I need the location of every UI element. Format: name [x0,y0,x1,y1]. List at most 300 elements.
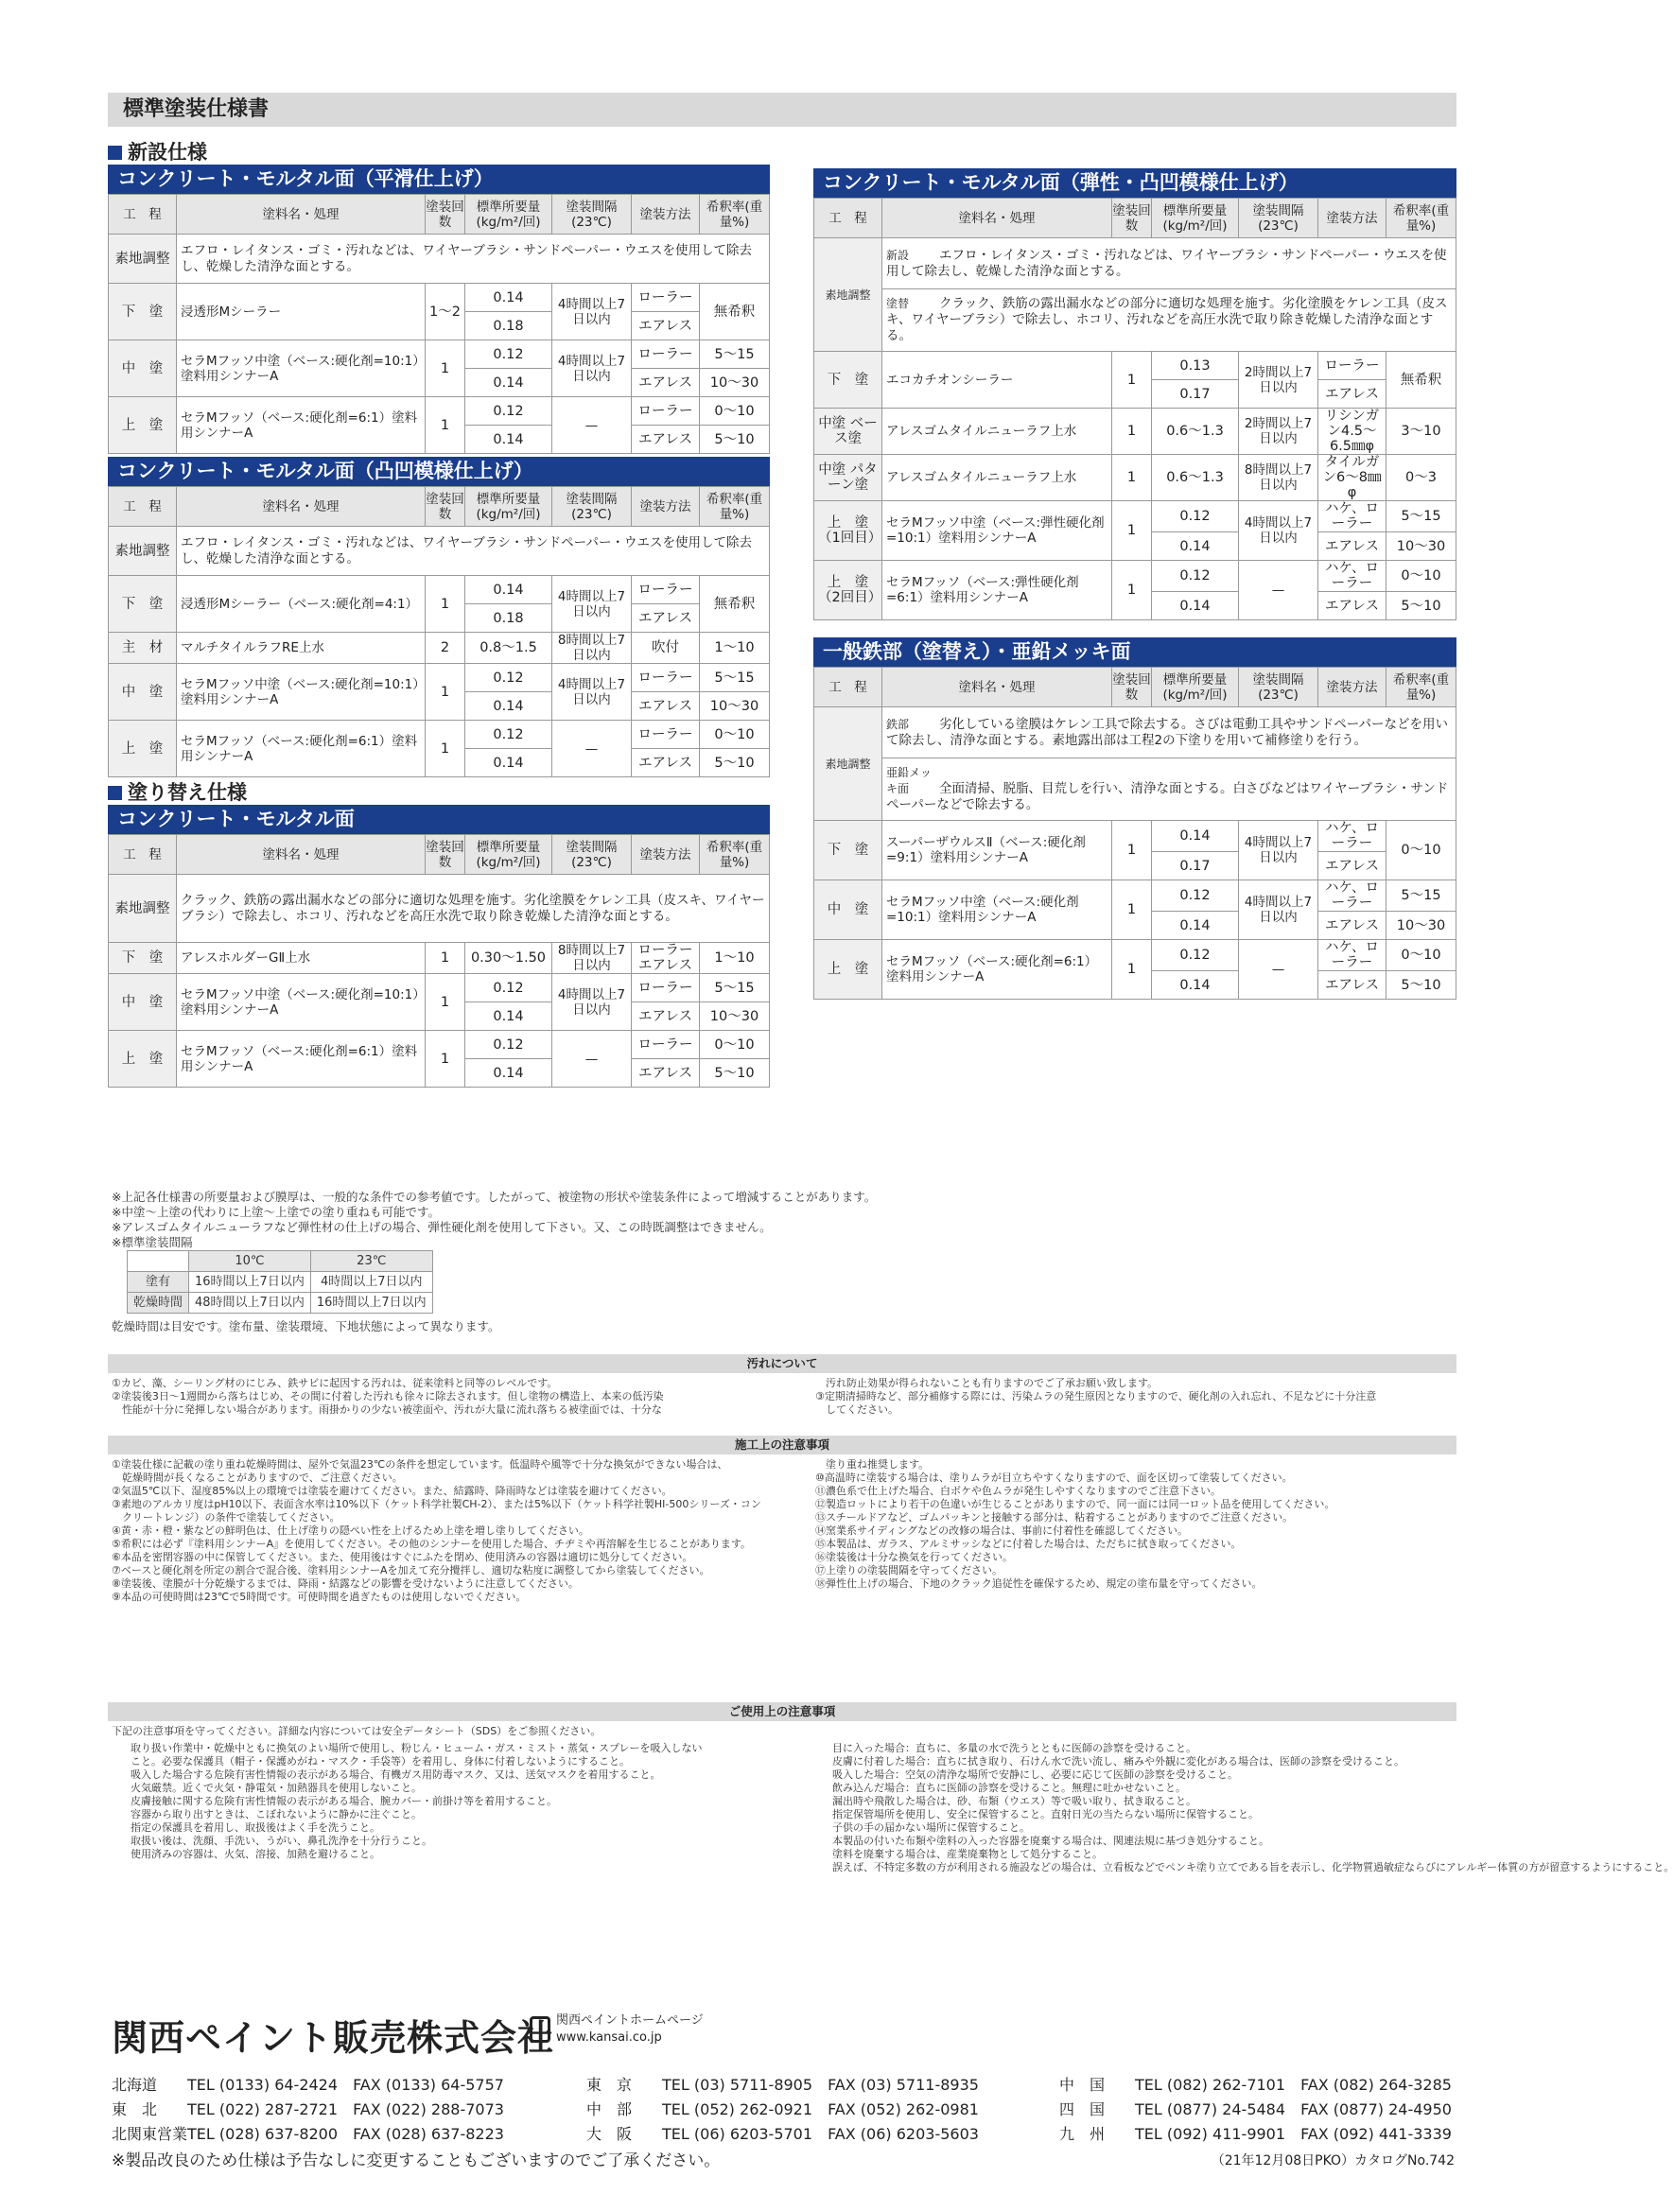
tel[interactable]: TEL (06) 6203-5701 [662,2125,813,2143]
dilution-cell: 5〜15 [1386,501,1456,532]
material-cell: アレスゴムタイルニューラフ上水 [882,455,1112,501]
times-cell: 1 [1112,352,1152,409]
prep-text: 新設 エフロ・レイタンス・ゴミ・汚れなどは、ワイヤーブラシ・サンドペーパー・ウエスを使用して除去し、乾燥した清浄な面とする。 [882,238,1456,289]
interval-cell: — [552,397,632,454]
text-line: 性能が十分に発揮しない場合があります。雨掛かりの少ない被塗面や、汚れが大量に流れ落ちる被塗面では、十分な [112,1403,662,1416]
text-line: ⑦ベースと硬化剤を所定の割合で混合後、塗料用シンナーAを加えて充分攪拌し、適切な粘度に調整してから塗装してください。 [112,1564,710,1576]
text-line: ①塗装仕様に記載の塗り重ね乾燥時間は、屋外で気温23℃の条件を想定しています。低温時や風等で十分な換気ができない場合は、 [112,1458,728,1471]
material-cell: 浸透形Mシーラー [177,284,426,340]
material-cell: セラMフッソ（ベース:硬化剤=6:1）塗料用シンナーA [177,397,426,454]
branch-name: 東 京 [586,2076,633,2094]
process-cell: 上 塗 [109,1031,177,1088]
text-line: 塗料を廃棄する場合は、産業廃棄物として処分すること。 [832,1848,1103,1860]
text-line: 塗り重ね推奨します。 [815,1458,930,1471]
interval-cell: 2時間以上7日以内 [1239,352,1318,409]
method-cell: エアレス [632,1002,700,1031]
col-amount: 標準所要量(kg/m²/回) [465,195,552,235]
text-line: ①カビ、藻、シーリング材のにじみ、鉄サビに起因する汚れは、従来塗料と同等のレベルです。 [112,1377,558,1389]
method-cell: ローラー [632,1031,700,1059]
dilution-cell: 0〜10 [1386,821,1456,880]
table-row [109,943,770,974]
usage-band: ご使用上の注意事項 [108,1702,1456,1721]
text-line: 取扱い後は、洗顔、手洗い、うがい、鼻孔洗浄を十分行うこと。 [131,1835,432,1847]
dilution-cell: 0〜3 [1386,455,1456,501]
note-line: ※中塗〜上塗の代わりに上塗〜上塗での塗り重ねも可能です。 [112,1205,440,1219]
text-line: 子供の手の届かない場所に保管すること。 [832,1821,1030,1834]
times-cell: 2 [426,633,465,664]
prep-text: 亜鉛メッキ面 全面清掃、脱脂、目荒しを行い、清浄な面とする。白さびなどはワイヤーブラシ・サンドペーパーなどで除去する。 [882,758,1456,821]
fax: FAX (022) 288-7073 [353,2100,504,2118]
spec-table-smooth [108,165,770,454]
contact-row [586,2122,979,2147]
col-dilution: 希釈率(重量%) [700,195,770,235]
col-material: 塗料名・処理 [177,487,426,527]
contacts-col-3 [1059,2073,1452,2147]
dilution-cell: 5〜15 [1386,880,1456,912]
prep-text: クラック、鉄筋の露出漏水などの部分に適切な処理を施す。劣化塗膜をケレン工具（皮スキ、ワイヤーブラシ）で除去し、ホコリ、汚れなどを高圧水洗で取り除き乾燥した清浄な面とする。 [177,875,770,943]
amount-cell: 0.12 [1152,501,1239,532]
dilution-cell: 10〜30 [1386,532,1456,561]
square-icon [108,786,122,800]
usage-left [131,1742,783,1861]
interval-cell: 4時間以上7日以内 [310,1272,432,1293]
col-dilution: 希釈率(重量%) [700,835,770,875]
method-cell: ローラー [632,397,700,426]
text-line: 使用済みの容器は、火気、溶接、加熱を避けること。 [131,1848,380,1860]
left-column [108,140,770,1088]
text-line: こと。必要な保護具（帽子・保護めがね・マスク・手袋等）を着用し、身体に付着しないようにすること。 [131,1755,630,1768]
dilution-cell: 10〜30 [700,369,770,397]
dilution-cell: 10〜30 [700,692,770,721]
table-row [109,397,770,426]
interval-cell: — [1239,940,1318,1000]
interval-cell: 4時間以上7日以内 [1239,821,1318,880]
fax: FAX (052) 262-0981 [828,2100,979,2118]
text-line: 皮膚接触に関する危険有害性情報の表示がある場合、腕カバー・前掛け等を着用すること。 [131,1795,557,1807]
times-cell: 1 [1112,940,1152,1000]
interval-cell: 4時間以上7日以内 [1239,880,1318,940]
table-row [109,633,770,664]
method-cell: ローラー [632,576,700,604]
dilution-cell: 1〜10 [700,633,770,664]
page-title: 標準塗装仕様書 [108,93,1456,127]
right-column [813,168,1456,1000]
text-line: 指定保管場所を使用し、安全に保管すること。直射日光の当たらない場所に保管すること。 [832,1808,1259,1820]
text-line: 漏出時や飛散した場合は、砂、布類（ウエス）等で吸い取り、拭き取ること。 [832,1795,1196,1807]
text-line: ⑥本品を密閉容器の中に保管してください。また、使用後はすぐにふたを閉め、使用済みの容器は適切に処分してください。 [112,1551,693,1563]
method-cell: ローラー [632,664,700,692]
table-row [109,284,770,312]
amount-cell: 0.14 [465,1059,552,1088]
tel[interactable]: TEL (0133) 64-2424 [187,2076,339,2094]
method-cell: エアレス [632,312,700,340]
material-cell: セラMフッソ中塗（ベース:硬化剤=10:1）塗料用シンナーA [882,880,1112,940]
process-cell: 中 塗 [109,340,177,397]
dilution-cell: 5〜10 [1386,592,1456,620]
times-cell: 1〜2 [426,284,465,340]
col-amount: 標準所要量(kg/m²/回) [465,835,552,875]
method-cell: エアレス [1318,592,1386,620]
text-line: ⑬スチールドアなど、ゴムパッキンと接触する部分は、粘着することがありますのでご注意ください。 [815,1511,1294,1524]
caution-left [112,1458,783,1604]
tel[interactable]: TEL (092) 411-9901 [1135,2125,1286,2143]
text-line: ⑫製造ロットにより若干の色違いが生じることがありますので、同一面には同一ロット品を使用してください。 [815,1498,1335,1510]
text-line: ⑰上塗りの塗装間隔を守ってください。 [815,1564,1003,1576]
interval-cell: 8時間以上7日以内 [552,633,632,664]
dirt-right [815,1377,1455,1417]
times-cell: 1 [1112,880,1152,940]
text-line: ⑭窯業系サイディングなどの改修の場合は、事前に付着性を確認してください。 [815,1524,1189,1537]
prep-label: 素地調整 [109,527,177,576]
table-row [814,561,1456,592]
text-line: ②塗装後3日〜1週間から落ちはじめ、その間に付着した汚れも徐々に除去されます。但し塗物の構造上、本来の低汚染 [112,1390,664,1402]
process-cell: 上 塗 [109,397,177,454]
prep-label: 素地調整 [109,875,177,943]
amount-cell: 0.14 [465,369,552,397]
spec-table-repaint [108,805,770,1088]
text-line: ③素地のアルカリ度はpH10以下、表面含水率は10%以下（ケット科学社製CH-2）、または5%以下（ケット科学社製HI-500シリーズ・コン [112,1498,761,1510]
col-method: 塗装方法 [1318,668,1386,707]
fax: FAX (082) 264-3285 [1300,2076,1452,2094]
process-cell: 上 塗 [814,940,882,1000]
times-cell: 1 [1112,561,1152,620]
text-line: ⑩高温時に塗装する場合は、塗りムラが目立ちやすくなりますので、面を区切って塗装してください。 [815,1472,1293,1484]
dilution-cell: 5〜10 [1386,971,1456,1000]
table-row [814,352,1456,380]
method-cell: エアレス [1318,532,1386,561]
dilution-cell: 0〜10 [1386,561,1456,592]
method-cell: エアレス [632,369,700,397]
amount-cell: 0.12 [1152,880,1239,912]
dilution-cell: 5〜15 [700,974,770,1002]
homepage-url[interactable]: www.kansai.co.jp [556,2030,662,2045]
contact-row [1059,2122,1452,2147]
tel[interactable]: TEL (022) 287-2721 [187,2100,339,2118]
homepage[interactable] [530,2012,704,2047]
contact-row [112,2122,504,2147]
spec-table-elastic [813,168,1456,620]
process-cell: 下 塗 [109,943,177,974]
process-cell: 中 塗 [814,880,882,940]
dilution-cell: 無希釈 [700,576,770,633]
table-title: コンクリート・モルタル面 [108,805,770,834]
spec-table-textured [108,457,770,777]
method-cell: ローラー [1318,352,1386,380]
material-cell: マルチタイルラフRE上水 [177,633,426,664]
col-dilution: 希釈率(重量%) [700,487,770,527]
method-cell: エアレス [632,1059,700,1088]
method-cell: エアレス [1318,971,1386,1000]
table-row [814,880,1456,912]
times-cell: 1 [1112,821,1152,880]
material-cell: セラMフッソ（ベース:硬化剤=6:1）塗料用シンナーA [882,940,1112,1000]
interval-row-label: 乾燥時間 [128,1293,189,1314]
dilution-cell: 無希釈 [700,284,770,340]
process-cell: 上 塗（1回目） [814,501,882,561]
interval-cell: 48時間以上7日以内 [189,1293,311,1314]
material-cell: セラMフッソ中塗（ベース:硬化剤=10:1）塗料用シンナーA [177,974,426,1031]
prep-text: 塗替 クラック、鉄筋の露出漏水などの部分に適切な処理を施す。劣化塗膜をケレン工具（皮スキ、ワイヤーブラシ）で除去し、ホコリ、汚れなどを高圧水洗で取り除き乾燥した清浄な面とする。 [882,289,1456,352]
text-line: ⑮本製品は、ガラス、アルミサッシなどに付着した場合は、ただちに拭き取ってください。 [815,1538,1242,1550]
times-cell: 1 [426,340,465,397]
prep-text: エフロ・レイタンス・ゴミ・汚れなどは、ワイヤーブラシ・サンドペーパー・ウエスを使用して除去し、乾燥した清浄な面とする。 [177,527,770,576]
method-cell: エアレス [632,692,700,721]
dirt-left [112,1377,783,1417]
text-line: ⑤希釈には必ず『塗料用シンナーA』を使用してください。その他のシンナーを使用した場合、チヂミや再溶解を生じることがあります。 [112,1538,751,1550]
dilution-cell: 5〜10 [700,1059,770,1088]
col-process: 工 程 [109,835,177,875]
dilution-cell: 無希釈 [1386,352,1456,409]
new-spec-heading [108,140,770,165]
method-cell: ローラー [632,974,700,1002]
interval-table [127,1250,433,1314]
table-title: コンクリート・モルタル面（凸凹模様仕上げ） [108,457,770,486]
amount-cell: 0.14 [1152,532,1239,561]
col-material: 塗料名・処理 [177,835,426,875]
table-row [109,576,770,604]
dilution-cell: 0〜10 [700,1031,770,1059]
material-cell: セラMフッソ（ベース:硬化剤=6:1）塗料用シンナーA [177,721,426,777]
text-line: 乾燥時間が長くなることがありますので、ご注意ください。 [112,1472,403,1484]
text-line: クリートレンジ）の条件で塗装してください。 [112,1511,340,1524]
contact-row [112,2073,504,2098]
text-line: 容器から取り出すときは、こぼれないように静かに注ぐこと。 [131,1808,422,1820]
prep-label: 素地調整 [109,235,177,284]
col-amount: 標準所要量(kg/m²/回) [465,487,552,527]
text-line: 取り扱い作業中・乾燥中ともに換気のよい場所で使用し、粉じん・ヒューム・ガス・ミスト・蒸気・スプレーを吸入しない [131,1742,703,1754]
amount-cell: 0.14 [1152,592,1239,620]
text-line: ②気温5℃以下、湿度85%以上の環境では塗装を避けてください。また、結露時、降雨時などは塗装を避けてください。 [112,1485,672,1497]
dilution-cell: 0〜10 [700,397,770,426]
contact-row [1059,2073,1452,2098]
col-method: 塗装方法 [632,195,700,235]
method-cell: ローラー [632,340,700,369]
caution-right [815,1458,1455,1591]
dilution-cell: 5〜15 [700,340,770,369]
interval-cell: 16時間以上7日以内 [189,1272,311,1293]
usage-right [832,1742,1674,1874]
col-interval: 塗装間隔(23℃) [552,835,632,875]
bottom-note: ※製品改良のため仕様は予告なしに変更することもございますのでご了承ください。 [112,2151,721,2170]
interval-cell: 8時間以上7日以内 [1239,455,1318,501]
fax: FAX (0877) 24-4950 [1300,2100,1452,2118]
times-cell: 1 [426,721,465,777]
dilution-cell: 0〜10 [1386,940,1456,971]
company-name: 関西ペイント販売株式会社 [112,2017,555,2059]
amount-cell: 0.8〜1.5 [465,633,552,664]
process-cell: 下 塗 [109,576,177,633]
col-material: 塗料名・処理 [177,195,426,235]
text-line: 誤えば、不特定多数の方が利用される施設などの場合は、立看板などでペンキ塗り立てである旨を表示し、化学物質過敏症ならびにアレルギー体質の方が留意するようにすること。 [832,1861,1674,1873]
note-line: ※標準塗装間隔 [112,1235,193,1249]
col-times: 塗装回数 [426,195,465,235]
text-line: 本製品の付いた布類や塗料の入った容器を廃棄する場合は、関連法規に基づき処分すること。 [832,1835,1269,1847]
tel[interactable]: TEL (052) 262-0921 [662,2100,813,2118]
text-line: 吸入した場合：空気の清浄な場所で安静にし、必要に応じて医師の診察を受けること。 [832,1768,1238,1781]
amount-cell: 0.30〜1.50 [465,943,552,974]
col-material: 塗料名・処理 [882,199,1112,238]
text-line: 吸入した場合する危険有害性情報の表示がある場合、有機ガス用防毒マスク、又は、送気マスクを着用すること。 [131,1768,661,1781]
table-title: 一般鉄部（塗替え）・亜鉛メッキ面 [813,637,1456,667]
phone-icon [530,2016,550,2043]
col-dilution: 希釈率(重量%) [1386,199,1456,238]
branch-name: 北海道 [112,2076,158,2094]
method-cell: エアレス [632,426,700,454]
interval-row-label: 塗有 [128,1272,189,1293]
branch-name: 中 国 [1059,2076,1106,2094]
method-cell: ハケ、ローラー [1318,880,1386,912]
branch-name: 東 北 [112,2100,158,2118]
col-process: 工 程 [109,195,177,235]
text-line: ④黄・赤・橙・紫などの鮮明色は、仕上げ塗りの隠ぺい性を上げるため上塗を増し塗りしてください。 [112,1524,589,1537]
process-cell: 上 塗（2回目） [814,561,882,620]
times-cell: 1 [426,943,465,974]
interval-cell: — [552,721,632,777]
col-times: 塗装回数 [426,487,465,527]
amount-cell: 0.12 [465,397,552,426]
tel[interactable]: TEL (082) 262-7101 [1135,2076,1286,2094]
amount-cell: 0.12 [465,1031,552,1059]
interval-cell: 2時間以上7日以内 [1239,409,1318,455]
times-cell: 1 [426,397,465,454]
dilution-cell: 0〜10 [700,721,770,749]
table-row [814,821,1456,852]
col-process: 工 程 [109,487,177,527]
interval-cell: 16時間以上7日以内 [310,1293,432,1314]
caution-band: 施工上の注意事項 [108,1436,1456,1454]
homepage-label: 関西ペイントホームページ [556,2013,704,2028]
text-line: ⑱弾性仕上げの場合、下地のクラック追従性を確保するため、規定の塗布量を守ってください。 [815,1577,1263,1590]
branch-name: 九 州 [1059,2125,1106,2143]
amount-cell: 0.14 [465,576,552,604]
tel[interactable]: TEL (028) 637-8200 [187,2125,339,2143]
text-line: 火気厳禁。近くで火気・静電気・加熱器具を使用しないこと。 [131,1782,422,1794]
spec-notes [112,1190,1455,1334]
amount-cell: 0.12 [1152,561,1239,592]
repaint-spec-heading [108,780,770,805]
col-times: 塗装回数 [426,835,465,875]
prep-text: エフロ・レイタンス・ゴミ・汚れなどは、ワイヤーブラシ・サンドペーパー・ウエスを使用して除去し、乾燥した清浄な面とする。 [177,235,770,284]
spec-table-iron [813,637,1456,1000]
interval-cell: 4時間以上7日以内 [1239,501,1318,561]
times-cell: 1 [426,576,465,633]
col-interval: 塗装間隔(23℃) [552,487,632,527]
amount-cell: 0.6〜1.3 [1152,455,1239,501]
times-cell: 1 [426,664,465,721]
tel[interactable]: TEL (0877) 24-5484 [1135,2100,1286,2118]
new-spec-label: 新設仕様 [128,141,207,164]
catalog-number: （21年12月08日PKO）カタログNo.742 [1211,2153,1455,2168]
col-process: 工 程 [814,668,882,707]
contact-row [112,2098,504,2122]
method-cell: 吹付 [632,633,700,664]
table-row [814,940,1456,971]
text-line: 飲み込んだ場合：直ちに医師の診察を受けること。無理に吐かせないこと。 [832,1782,1186,1794]
amount-cell: 0.12 [465,974,552,1002]
process-cell: 上 塗 [109,721,177,777]
fax: FAX (092) 441-3339 [1300,2125,1452,2143]
method-cell: エアレス [632,604,700,633]
table-title: コンクリート・モルタル面（弾性・凸凹模様仕上げ） [813,168,1456,198]
interval-cell: 4時間以上7日以内 [552,576,632,633]
table-row [109,974,770,1002]
amount-cell: 0.18 [465,312,552,340]
amount-cell: 0.14 [465,1002,552,1031]
table-row [109,664,770,692]
table-row [814,409,1456,455]
amount-cell: 0.12 [465,340,552,369]
interval-header: 10℃ [189,1251,311,1272]
col-times: 塗装回数 [1112,668,1152,707]
amount-cell: 0.12 [1152,940,1239,971]
contact-row [586,2073,979,2098]
branch-name: 中 部 [586,2100,633,2118]
material-cell: セラMフッソ（ベース:弾性硬化剤=6:1）塗料用シンナーA [882,561,1112,620]
contacts-col-2 [586,2073,979,2147]
amount-cell: 0.12 [465,721,552,749]
usage-intro [112,1725,1455,1738]
process-cell: 中 塗 [109,974,177,1031]
repaint-spec-label: 塗り替え仕様 [128,781,247,804]
table-row [109,721,770,749]
amount-cell: 0.6〜1.3 [1152,409,1239,455]
text-line: してください。 [815,1403,898,1416]
col-method: 塗装方法 [632,487,700,527]
branch-name: 四 国 [1059,2100,1106,2118]
fax: FAX (03) 5711-8935 [828,2076,979,2094]
process-cell: 中塗 ベース塗 [814,409,882,455]
material-cell: エコカチオンシーラー [882,352,1112,409]
dilution-cell: 5〜15 [700,664,770,692]
dilution-cell: 10〜30 [1386,912,1456,940]
method-cell: タイルガン6〜8㎜φ [1318,455,1386,501]
material-cell: セラMフッソ中塗（ベース:硬化剤=10:1）塗料用シンナーA [177,664,426,721]
fax: FAX (028) 637-8223 [353,2125,504,2143]
interval-cell: 4時間以上7日以内 [552,664,632,721]
text-line: ⑧塗装後、塗膜が十分乾燥するまでは、降雨・結露などの影響を受けないように注意してください。 [112,1577,579,1590]
table-row [814,455,1456,501]
method-cell: エアレス [1318,912,1386,940]
tel[interactable]: TEL (03) 5711-8905 [662,2076,813,2094]
method-cell: ハケ、ローラー [1318,561,1386,592]
note-line: ※上記各仕様書の所要量および膜厚は、一般的な条件での参考値です。したがって、被塗物の形状や塗装条件によって増減することがあります。 [112,1190,877,1204]
amount-cell: 0.14 [465,749,552,777]
text-line: 下記の注意事項を守ってください。詳細な内容については安全データシート（SDS）をご参照ください。 [112,1725,602,1737]
col-times: 塗装回数 [1112,199,1152,238]
fax: FAX (0133) 64-5757 [353,2076,504,2094]
method-cell: リシンガン4.5〜6.5㎜φ [1318,409,1386,455]
material-cell: スーパーザウルスⅡ（ベース:硬化剤=9:1）塗料用シンナーA [882,821,1112,880]
dilution-cell: 5〜10 [700,426,770,454]
amount-cell: 0.14 [465,284,552,312]
col-amount: 標準所要量(kg/m²/回) [1152,199,1239,238]
branch-name: 大 阪 [586,2125,633,2143]
times-cell: 1 [1112,409,1152,455]
contacts-col-1 [112,2073,504,2147]
interval-cell: 8時間以上7日以内 [552,943,632,974]
note-line: ※アレスゴムタイルニューラフなど弾性材の仕上げの場合、弾性硬化剤を使用して下さい。又、この時既調整はできません。 [112,1220,772,1234]
interval-header: 23℃ [310,1251,432,1272]
amount-cell: 0.12 [465,664,552,692]
interval-cell: — [1239,561,1318,620]
contact-row [1059,2098,1452,2122]
col-interval: 塗装間隔(23℃) [1239,668,1318,707]
dilution-cell: 1〜10 [700,943,770,974]
amount-cell: 0.14 [1152,912,1239,940]
amount-cell: 0.14 [465,426,552,454]
col-interval: 塗装間隔(23℃) [1239,199,1318,238]
branch-name: 北関東営業 [112,2125,188,2143]
